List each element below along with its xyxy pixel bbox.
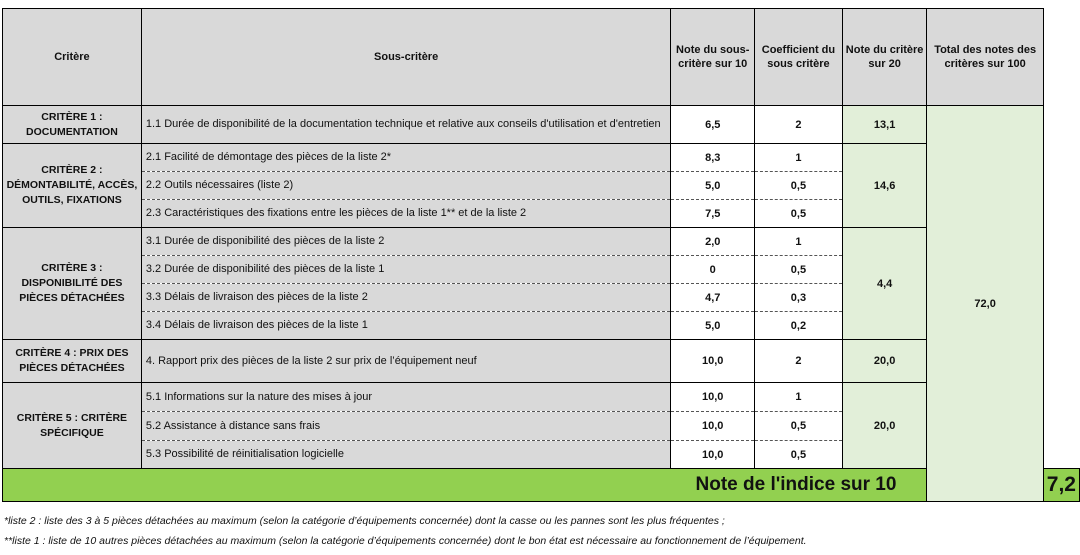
coef-1-1: 2 xyxy=(755,106,843,144)
header-coefficient: Coefficient du sous critère xyxy=(755,9,843,106)
coef-2-3: 0,5 xyxy=(755,200,843,228)
subcriterion-5-1: 5.1 Informations sur la nature des mises à jour xyxy=(141,383,671,412)
table-row xyxy=(3,144,1080,172)
coef-2-2: 0,5 xyxy=(755,172,843,200)
subcriterion-5-2: 5.2 Assistance à distance sans frais xyxy=(141,412,671,441)
header-sous-critere: Sous-critère xyxy=(141,9,671,106)
header-total: Total des notes des critères sur 100 xyxy=(927,9,1043,106)
criterion-3-label: CRITÈRE 3 : DISPONIBILITÉ DES PIÈCES DÉTACHÉES xyxy=(3,228,142,340)
coef-5-2: 0,5 xyxy=(755,412,843,441)
note-2-2: 5,0 xyxy=(671,172,755,200)
criterion-3-score: 4,4 xyxy=(842,228,927,340)
criterion-4-score: 20,0 xyxy=(842,340,927,383)
note-3-1: 2,0 xyxy=(671,228,755,256)
coef-2-1: 1 xyxy=(755,144,843,172)
note-3-4: 5,0 xyxy=(671,312,755,340)
header-critere: Critère xyxy=(3,9,142,106)
criterion-2-label: CRITÈRE 2 : DÉMONTABILITÉ, ACCÈS, OUTILS, FIXATIONS xyxy=(3,144,142,228)
scoring-table xyxy=(2,8,1080,502)
subcriterion-2-3: 2.3 Caractéristiques des fixations entre les pièces de la liste 1** et de la liste 2 xyxy=(141,200,671,228)
criterion-4-label: CRITÈRE 4 : PRIX DES PIÈCES DÉTACHÉES xyxy=(3,340,142,383)
coef-5-1: 1 xyxy=(755,383,843,412)
subcriterion-3-3: 3.3 Délais de livraison des pièces de la liste 2 xyxy=(141,284,671,312)
coef-5-3: 0,5 xyxy=(755,441,843,469)
criterion-1-label: CRITÈRE 1 : DOCUMENTATION xyxy=(3,106,142,144)
note-3-2: 0 xyxy=(671,256,755,284)
final-index-label: Note de l'indice sur 10 xyxy=(3,469,927,502)
table-row xyxy=(3,383,1080,412)
note-3-3: 4,7 xyxy=(671,284,755,312)
table-row xyxy=(3,106,1080,144)
coef-3-3: 0,3 xyxy=(755,284,843,312)
note-5-2: 10,0 xyxy=(671,412,755,441)
criterion-1-score: 13,1 xyxy=(842,106,927,144)
note-4: 10,0 xyxy=(671,340,755,383)
subcriterion-3-2: 3.2 Durée de disponibilité des pièces de la liste 1 xyxy=(141,256,671,284)
subcriterion-1-1: 1.1 Durée de disponibilité de la documentation technique et relative aux conseils d'utilisation et d'entretien xyxy=(141,106,671,144)
subcriterion-3-1: 3.1 Durée de disponibilité des pièces de la liste 2 xyxy=(141,228,671,256)
note-5-3: 10,0 xyxy=(671,441,755,469)
final-index-value: 7,2 xyxy=(1043,469,1079,502)
note-2-1: 8,3 xyxy=(671,144,755,172)
subcriterion-2-1: 2.1 Facilité de démontage des pièces de la liste 2* xyxy=(141,144,671,172)
header-row xyxy=(3,9,1080,106)
footnote-liste-2: *liste 2 : liste des 3 à 5 pièces détachées au maximum (selon la catégorie d’équipements concernée) dont la casse ou les pannes sont les plus fréquentes ; xyxy=(4,515,725,527)
subcriterion-4: 4. Rapport prix des pièces de la liste 2 sur prix de l’équipement neuf xyxy=(141,340,671,383)
subcriterion-2-2: 2.2 Outils nécessaires (liste 2) xyxy=(141,172,671,200)
note-2-3: 7,5 xyxy=(671,200,755,228)
total-score: 72,0 xyxy=(927,106,1043,502)
header-note-critere: Note du critère sur 20 xyxy=(842,9,927,106)
table-row xyxy=(3,340,1080,383)
table-row xyxy=(3,228,1080,256)
note-1-1: 6,5 xyxy=(671,106,755,144)
criterion-2-score: 14,6 xyxy=(842,144,927,228)
coef-3-4: 0,2 xyxy=(755,312,843,340)
subcriterion-5-3: 5.3 Possibilité de réinitialisation logicielle xyxy=(141,441,671,469)
criterion-5-score: 20,0 xyxy=(842,383,927,469)
header-note-sous-critere: Note du sous-critère sur 10 xyxy=(671,9,755,106)
coef-3-1: 1 xyxy=(755,228,843,256)
subcriterion-3-4: 3.4 Délais de livraison des pièces de la liste 1 xyxy=(141,312,671,340)
note-5-1: 10,0 xyxy=(671,383,755,412)
criterion-5-label: CRITÈRE 5 : CRITÈRE SPÉCIFIQUE xyxy=(3,383,142,469)
coef-4: 2 xyxy=(755,340,843,383)
coef-3-2: 0,5 xyxy=(755,256,843,284)
final-row xyxy=(3,469,1080,502)
footnote-liste-1: **liste 1 : liste de 10 autres pièces détachées au maximum (selon la catégorie d’équipements concernée) dont le bon état est nécessaire au fonctionnement de l’équipement. xyxy=(4,535,807,547)
